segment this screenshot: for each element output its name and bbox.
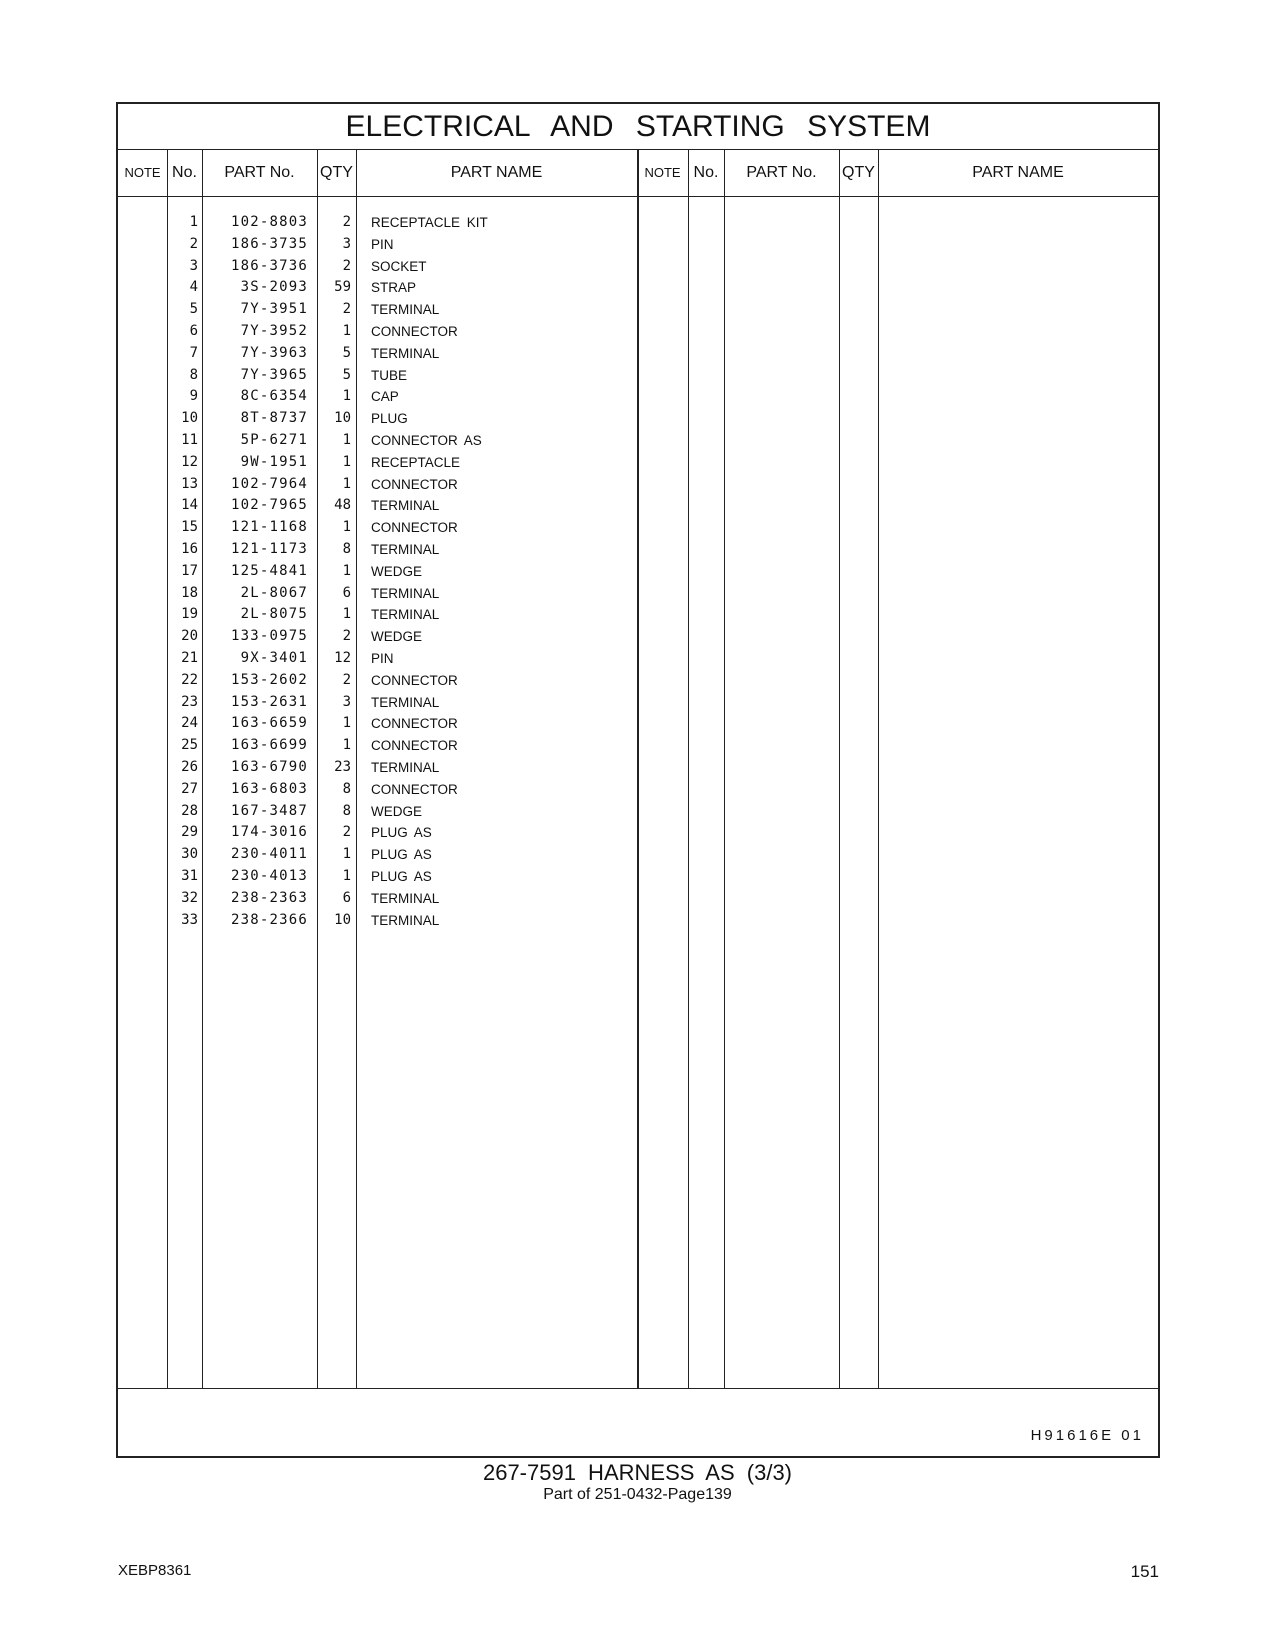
part-name: RECEPTACLE [371,454,461,470]
item-number: 17 [181,562,198,579]
quantity: 3 [342,235,351,252]
table-row [118,757,1158,779]
item-number: 5 [189,301,198,318]
quantity: 2 [342,628,351,645]
table-row [118,234,1158,256]
item-number: 31 [181,867,198,884]
quantity: 5 [342,366,351,383]
table-row [118,343,1158,365]
table-row [118,321,1158,343]
table-row [118,430,1158,452]
part-name: CONNECTOR [371,323,458,339]
table-row [118,474,1158,496]
part-number: 230-4011 [230,846,308,863]
part-name: TERMINAL [371,585,440,601]
parts-table [116,102,1160,1458]
table-row [118,495,1158,517]
header-part-name-left: PART NAME [450,164,543,181]
part-number: 8C-6354 [240,388,308,405]
part-number: 7Y-3965 [240,366,308,383]
item-number: 2 [189,235,198,252]
quantity: 6 [342,889,351,906]
item-number: 4 [189,279,198,296]
item-number: 3 [189,257,198,274]
quantity: 1 [342,322,351,339]
header-qty-right: QTY [842,164,875,181]
item-number: 12 [181,453,198,470]
part-number: 7Y-3963 [240,344,308,361]
part-number: 121-1168 [230,519,308,536]
part-name: CONNECTOR [371,738,458,754]
part-number: 174-3016 [230,824,308,841]
part-name: TERMINAL [371,498,440,514]
quantity: 1 [342,562,351,579]
quantity: 2 [342,671,351,688]
item-number: 9 [189,388,198,405]
item-number: 15 [181,519,198,536]
part-name: PLUG AS [371,847,432,863]
part-name: PIN [371,236,394,252]
quantity: 2 [342,824,351,841]
quantity: 3 [342,693,351,710]
quantity: 5 [342,344,351,361]
table-row [118,801,1158,823]
table-row [118,910,1158,932]
parts-list [118,212,1158,931]
table-row [118,452,1158,474]
part-number: 5P-6271 [240,431,308,448]
item-number: 14 [181,497,198,514]
table-row [118,539,1158,561]
figure-caption-subtitle: Part of 251-0432-Page139 [543,1486,732,1503]
part-name: PLUG AS [371,868,432,884]
part-number: 238-2366 [230,911,308,928]
quantity: 12 [334,649,351,666]
part-number: 102-7964 [230,475,308,492]
header-part-no-right: PART No. [746,164,817,181]
quantity: 48 [334,497,351,514]
document-code: H91616E 01 [1030,1427,1144,1444]
quantity: 59 [334,279,351,296]
manual-id: XEBP8361 [118,1562,192,1579]
part-name: WEDGE [371,803,423,819]
part-name: TERMINAL [371,912,440,928]
part-name: TERMINAL [371,890,440,906]
item-number: 23 [181,693,198,710]
part-name: TERMINAL [371,302,440,318]
header-no-right: No. [693,164,719,181]
part-name: CONNECTOR [371,672,458,688]
part-name: PIN [371,650,394,666]
item-number: 11 [181,431,198,448]
part-number: 230-4013 [230,867,308,884]
header-part-name-right: PART NAME [972,164,1064,181]
quantity: 2 [342,301,351,318]
header-qty-left: QTY [320,164,353,181]
part-number: 163-6803 [230,780,308,797]
item-number: 7 [189,344,198,361]
item-number: 13 [181,475,198,492]
part-name: CAP [371,389,399,405]
item-number: 22 [181,671,198,688]
table-row [118,561,1158,583]
part-number: 133-0975 [230,628,308,645]
table-row [118,517,1158,539]
part-name: TERMINAL [371,541,440,557]
table-row [118,408,1158,430]
table-row [118,779,1158,801]
part-name: CONNECTOR [371,781,458,797]
quantity: 1 [342,846,351,863]
table-row [118,735,1158,757]
item-number: 26 [181,758,198,775]
item-number: 28 [181,802,198,819]
item-number: 18 [181,584,198,601]
item-number: 1 [189,214,198,230]
part-number: 163-6699 [230,737,308,754]
part-name: TERMINAL [371,694,440,710]
part-name: CONNECTOR [371,716,458,732]
item-number: 16 [181,540,198,557]
part-name: SOCKET [371,258,427,274]
item-number: 30 [181,846,198,863]
quantity: 1 [342,715,351,732]
table-row [118,844,1158,866]
part-number: 238-2363 [230,889,308,906]
part-number: 3S-2093 [240,279,308,296]
quantity: 1 [342,519,351,536]
quantity: 1 [342,453,351,470]
item-number: 21 [181,649,198,666]
part-name: TERMINAL [371,345,440,361]
table-row [118,670,1158,692]
table-row [118,888,1158,910]
quantity: 10 [334,911,351,928]
table-row [118,299,1158,321]
part-number: 2L-8075 [240,606,308,623]
table-row [118,692,1158,714]
header-part-no-left: PART No. [224,164,295,181]
part-number: 121-1173 [230,540,308,557]
table-row [118,626,1158,648]
part-number: 186-3735 [230,235,308,252]
item-number: 6 [189,322,198,339]
item-number: 25 [181,737,198,754]
part-name: CONNECTOR [371,520,458,536]
table-row [118,277,1158,299]
table-row [118,604,1158,626]
part-number: 7Y-3951 [240,301,308,318]
quantity: 1 [342,475,351,492]
item-number: 19 [181,606,198,623]
header-note-right: NOTE [644,165,681,180]
quantity: 10 [334,410,351,427]
part-number: 9X-3401 [240,649,308,666]
part-name: PLUG [371,411,408,427]
figure-caption-title: 267-7591 HARNESS AS (3/3) [482,1460,793,1485]
item-number: 8 [189,366,198,383]
part-name: STRAP [371,280,417,296]
item-number: 20 [181,628,198,645]
part-name: PLUG AS [371,825,432,841]
item-number: 33 [181,911,198,928]
part-name: CONNECTOR AS [371,432,482,448]
part-number: 153-2631 [230,693,308,710]
header-note-left: NOTE [124,165,161,180]
quantity: 23 [334,758,351,775]
table-row [118,713,1158,735]
item-number: 32 [181,889,198,906]
part-number: 163-6790 [230,758,308,775]
part-name: CONNECTOR [371,476,458,492]
part-number: 167-3487 [230,802,308,819]
item-number: 24 [181,715,198,732]
table-row [118,583,1158,605]
quantity: 1 [342,388,351,405]
table-row [118,386,1158,408]
part-name: TERMINAL [371,607,440,623]
part-number: 2L-8067 [240,584,308,601]
table-bottom-divider [118,1388,1158,1389]
quantity: 8 [342,540,351,557]
part-number: 186-3736 [230,257,308,274]
part-number: 125-4841 [230,562,308,579]
item-number: 27 [181,780,198,797]
part-name: WEDGE [371,629,423,645]
part-number: 102-8803 [230,214,308,230]
header-no-left: No. [172,164,197,181]
table-row [118,256,1158,278]
part-name: WEDGE [371,563,423,579]
table-row [118,866,1158,888]
table-row [118,648,1158,670]
quantity: 1 [342,867,351,884]
quantity: 2 [342,214,351,230]
quantity: 1 [342,606,351,623]
part-number: 163-6659 [230,715,308,732]
part-number: 8T-8737 [240,410,308,427]
part-name: TUBE [371,367,408,383]
page-title: ELECTRICAL AND STARTING SYSTEM [118,104,1158,150]
quantity: 1 [342,737,351,754]
part-number: 102-7965 [230,497,308,514]
quantity: 6 [342,584,351,601]
item-number: 10 [181,410,198,427]
table-row [118,365,1158,387]
quantity: 8 [342,802,351,819]
page-number: 151 [1130,1562,1159,1581]
part-number: 153-2602 [230,671,308,688]
table-row [118,822,1158,844]
item-number: 29 [181,824,198,841]
part-name: RECEPTACLE KIT [371,215,488,230]
quantity: 1 [342,431,351,448]
part-name: TERMINAL [371,759,440,775]
quantity: 8 [342,780,351,797]
table-row [118,212,1158,234]
quantity: 2 [342,257,351,274]
part-number: 9W-1951 [240,453,308,470]
part-number: 7Y-3952 [240,322,308,339]
